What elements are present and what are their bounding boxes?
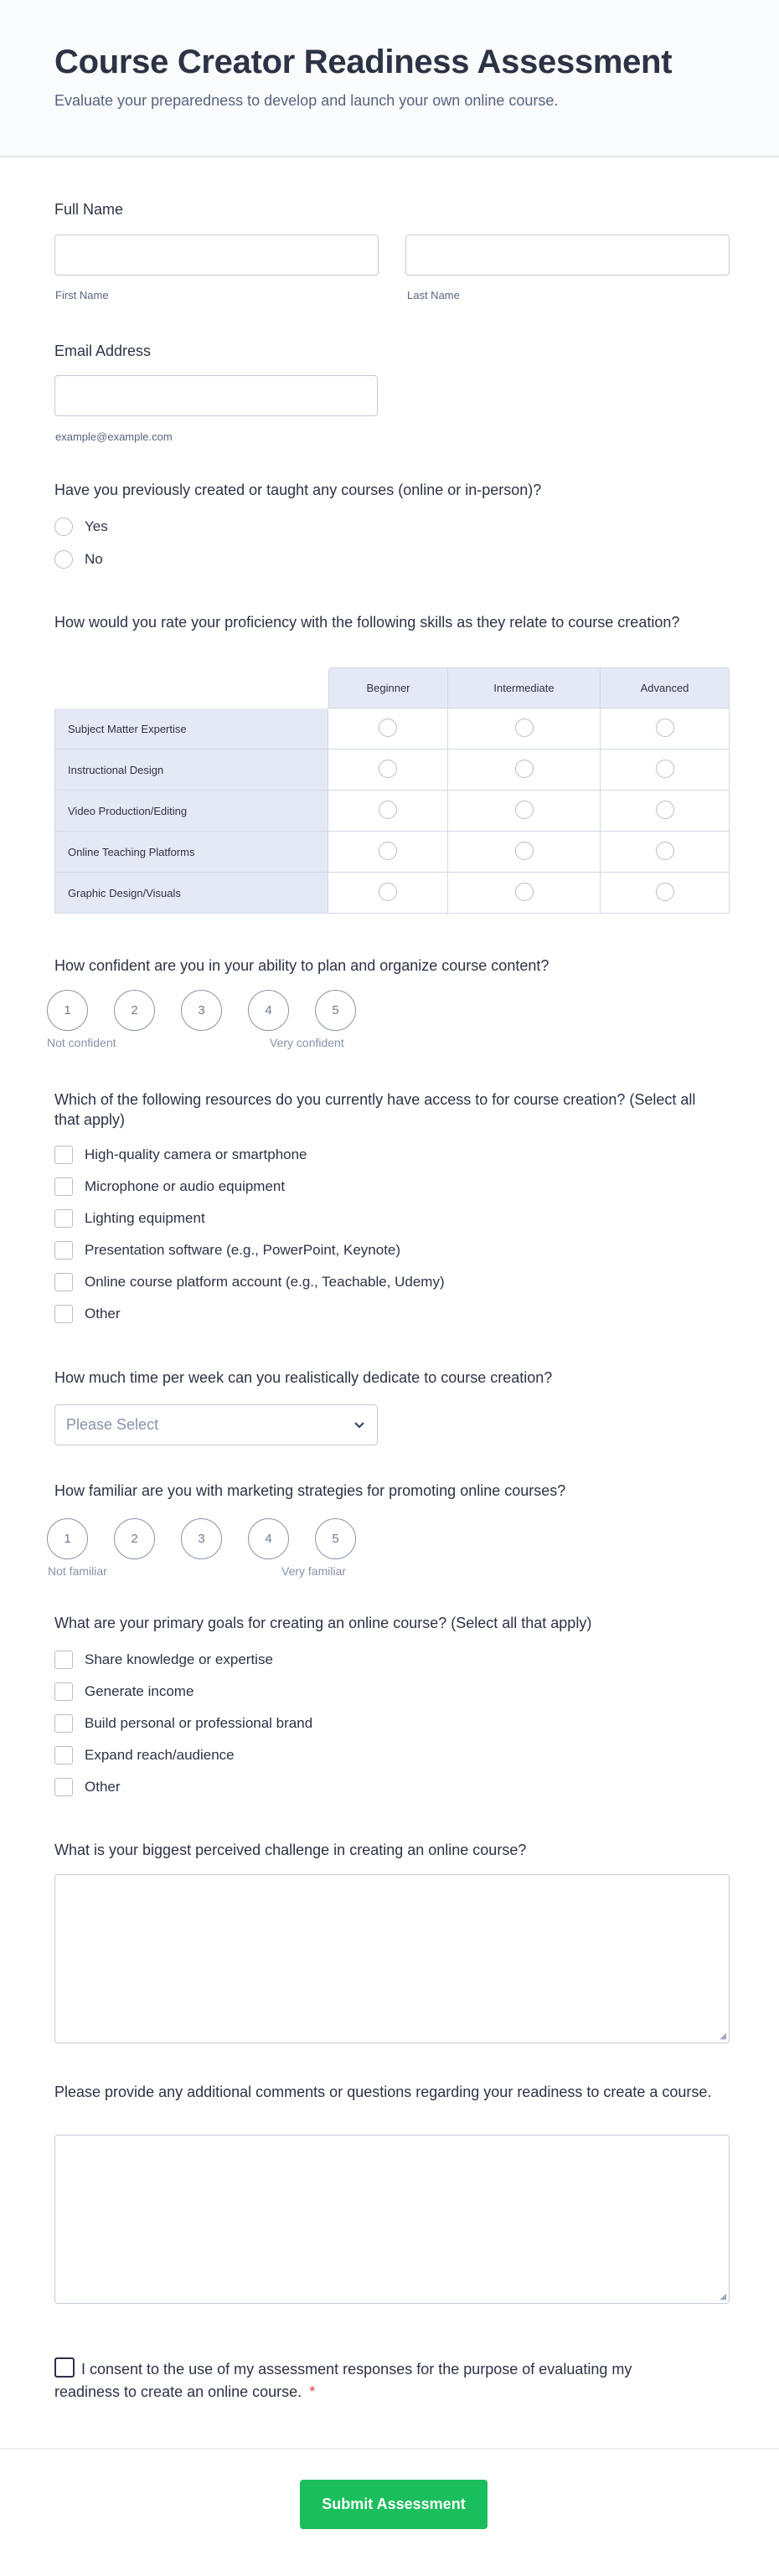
resource-option[interactable] <box>54 1209 205 1228</box>
resource-option[interactable] <box>54 1273 445 1291</box>
option-label: Online course platform account (e.g., Teachable, Udemy) <box>85 1274 445 1290</box>
email-input[interactable] <box>54 375 378 416</box>
scale-option-3[interactable]: 3 <box>181 1518 222 1559</box>
goal-option[interactable] <box>54 1651 273 1669</box>
proficiency-matrix <box>54 667 730 914</box>
row-label: Video Production/Editing <box>54 791 328 832</box>
checkbox-icon[interactable] <box>54 1146 73 1164</box>
first-name-sublabel: First Name <box>55 289 109 301</box>
matrix-row <box>54 791 730 832</box>
previous-question: Have you previously created or taught any courses (online or in-person)? <box>54 482 542 498</box>
column-header: Advanced <box>601 667 730 708</box>
radio-icon[interactable] <box>515 801 534 819</box>
column-header: Beginner <box>328 667 448 708</box>
email-hint: example@example.com <box>55 430 173 443</box>
option-label: Other <box>85 1779 121 1795</box>
radio-icon[interactable] <box>379 760 397 778</box>
radio-icon[interactable] <box>54 550 73 569</box>
consent-field <box>54 2357 658 2403</box>
option-label: Share knowledge or expertise <box>85 1651 273 1667</box>
goal-option[interactable] <box>54 1778 121 1796</box>
radio-icon[interactable] <box>515 883 534 901</box>
resources-question: Which of the following resources do you currently have access to for course creation? (Select all that apply) <box>54 1091 696 1128</box>
time-select[interactable] <box>54 1404 378 1445</box>
row-label: Online Teaching Platforms <box>54 832 328 873</box>
radio-icon[interactable] <box>656 719 674 737</box>
checkbox-icon[interactable] <box>54 1682 73 1701</box>
radio-icon[interactable] <box>656 801 674 819</box>
resource-option[interactable] <box>54 1177 285 1196</box>
matrix-row <box>54 750 730 791</box>
chevron-down-icon <box>353 1416 365 1434</box>
resource-option[interactable] <box>54 1305 121 1323</box>
page-title: Course Creator Readiness Assessment <box>54 44 673 80</box>
scale-high-label: Very confident <box>270 1036 344 1049</box>
radio-icon[interactable] <box>656 842 674 860</box>
scale-option-2[interactable]: 2 <box>114 1518 155 1559</box>
column-header: Intermediate <box>448 667 601 708</box>
required-mark: * <box>309 2383 316 2400</box>
scale-option-1[interactable]: 1 <box>47 1518 88 1559</box>
confidence-question: How confident are you in your ability to plan and organize course content? <box>54 957 549 974</box>
comments-question: Please provide any additional comments or questions regarding your readiness to create a course. <box>54 2084 712 2100</box>
matrix-row <box>54 873 730 914</box>
confidence-scale <box>47 990 356 1031</box>
option-label: Generate income <box>85 1683 194 1699</box>
time-question: How much time per week can you realistically dedicate to course creation? <box>54 1369 553 1386</box>
radio-icon[interactable] <box>656 883 674 901</box>
checkbox-icon[interactable] <box>54 1209 73 1228</box>
option-label: Other <box>85 1306 121 1321</box>
full-name-label: Full Name <box>54 201 124 218</box>
resize-grip-icon[interactable]: ◢ <box>720 2032 726 2041</box>
matrix-row <box>54 708 730 750</box>
select-placeholder: Please Select <box>66 1416 159 1433</box>
last-name-input[interactable] <box>405 234 730 276</box>
option-label: No <box>85 551 103 567</box>
goals-question: What are your primary goals for creating an online course? (Select all that apply) <box>54 1615 592 1631</box>
scale-option-4[interactable]: 4 <box>248 990 289 1031</box>
matrix-row <box>54 832 730 873</box>
first-name-input[interactable] <box>54 234 379 276</box>
resize-grip-icon[interactable]: ◢ <box>720 2292 726 2301</box>
checkbox-icon[interactable] <box>54 1778 73 1796</box>
marketing-scale <box>47 1518 356 1559</box>
resource-option[interactable] <box>54 1241 400 1260</box>
submit-button[interactable]: Submit Assessment <box>300 2480 488 2529</box>
page-subtitle: Evaluate your preparedness to develop and launch your own online course. <box>54 92 559 109</box>
scale-high-label: Very familiar <box>281 1564 347 1578</box>
checkbox-icon[interactable] <box>54 1746 73 1765</box>
option-label: Expand reach/audience <box>85 1747 235 1763</box>
goal-option[interactable] <box>54 1682 193 1701</box>
comments-textarea[interactable] <box>54 2135 730 2304</box>
row-label: Instructional Design <box>54 750 328 791</box>
scale-low-label: Not confident <box>47 1036 116 1049</box>
consent-checkbox[interactable] <box>54 2357 75 2378</box>
radio-icon[interactable] <box>54 518 73 536</box>
resource-option[interactable] <box>54 1146 307 1164</box>
last-name-sublabel: Last Name <box>407 289 460 301</box>
option-label: Lighting equipment <box>85 1210 205 1226</box>
challenge-textarea[interactable] <box>54 1874 730 2043</box>
option-label: Microphone or audio equipment <box>85 1178 286 1194</box>
radio-icon[interactable] <box>515 842 534 860</box>
checkbox-icon[interactable] <box>54 1241 73 1260</box>
scale-low-label: Not familiar <box>48 1564 107 1578</box>
goal-option[interactable] <box>54 1746 235 1765</box>
email-label: Email Address <box>54 343 152 359</box>
checkbox-icon[interactable] <box>54 1177 73 1196</box>
option-label: Yes <box>85 518 108 534</box>
footer-divider <box>0 2448 779 2450</box>
radio-icon[interactable] <box>515 760 534 778</box>
checkbox-icon[interactable] <box>54 1714 73 1733</box>
consent-text: I consent to the use of my assessment responses for the purpose of evaluating my readiness to create an online course. <box>54 2361 632 2400</box>
option-label: High-quality camera or smartphone <box>85 1146 307 1162</box>
scale-option-4[interactable]: 4 <box>248 1518 289 1559</box>
checkbox-icon[interactable] <box>54 1305 73 1323</box>
radio-icon[interactable] <box>379 883 397 901</box>
radio-icon[interactable] <box>379 801 397 819</box>
row-label: Graphic Design/Visuals <box>54 873 328 914</box>
radio-icon[interactable] <box>656 760 674 778</box>
scale-option-3[interactable]: 3 <box>181 990 222 1031</box>
scale-option-2[interactable]: 2 <box>114 990 155 1031</box>
matrix-corner <box>54 667 328 708</box>
goal-option[interactable] <box>54 1714 312 1733</box>
radio-icon[interactable] <box>379 842 397 860</box>
scale-option-1[interactable]: 1 <box>47 990 88 1031</box>
matrix-question: How would you rate your proficiency with the following skills as they relate to course creation? <box>54 614 680 631</box>
challenge-question: What is your biggest perceived challenge in creating an online course? <box>54 1842 527 1858</box>
option-label: Presentation software (e.g., PowerPoint, Keynote) <box>85 1242 401 1258</box>
scale-option-5[interactable]: 5 <box>315 1518 356 1559</box>
scale-option-5[interactable]: 5 <box>315 990 356 1031</box>
radio-icon[interactable] <box>379 719 397 737</box>
checkbox-icon[interactable] <box>54 1651 73 1669</box>
marketing-question: How familiar are you with marketing strategies for promoting online courses? <box>54 1482 566 1499</box>
checkbox-icon[interactable] <box>54 1273 73 1291</box>
option-label: Build personal or professional brand <box>85 1715 313 1731</box>
option-no[interactable] <box>54 550 103 569</box>
radio-icon[interactable] <box>515 719 534 737</box>
row-label: Subject Matter Expertise <box>54 708 328 750</box>
option-yes[interactable] <box>54 518 108 536</box>
